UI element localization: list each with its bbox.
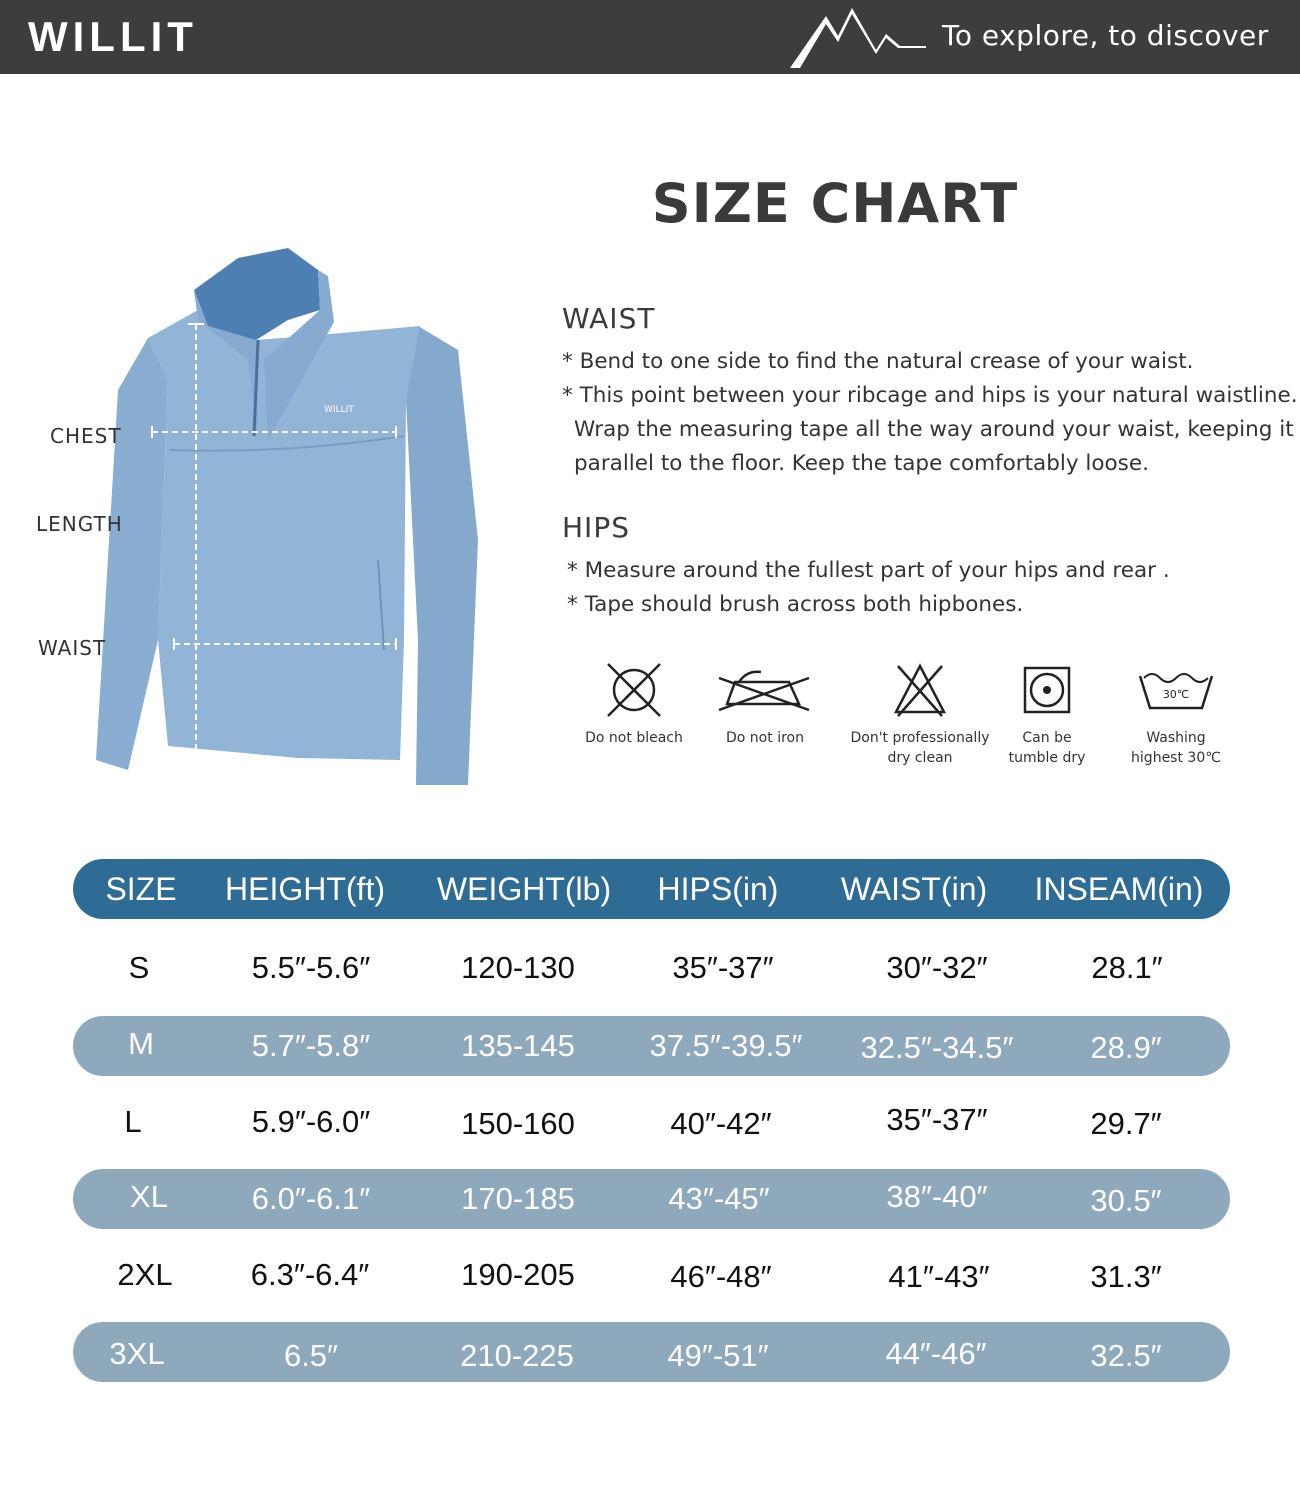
care-item [559, 660, 709, 748]
table-row [73, 1092, 1230, 1152]
waist-line-2: * This point between your ribcage and hips is your natural waistline. [562, 383, 1298, 408]
table-cell: 37.5″-39.5″ [649, 1028, 803, 1063]
table-cell: 43″-45″ [668, 1181, 770, 1216]
table-cell: XL [130, 1179, 168, 1214]
table-cell: 6.5″ [283, 1338, 339, 1373]
table-header-cell: SIZE [105, 871, 177, 907]
table-cell: 6.0″-6.1″ [251, 1181, 371, 1216]
waist-line-4: parallel to the floor. Keep the tape comfortably loose. [574, 451, 1149, 476]
wash-temperature: 30℃ [1162, 688, 1190, 701]
waist-heading: WAIST [562, 302, 656, 335]
mountain-icon [786, 4, 932, 70]
top-bar [0, 0, 1300, 74]
care-caption-2: highest 30℃ [1131, 750, 1221, 766]
table-cell: 120-130 [461, 950, 575, 985]
table-cell: 6.3″-6.4″ [250, 1257, 370, 1292]
table-row [73, 1322, 1230, 1382]
table-cell: 30″-32″ [886, 950, 988, 985]
table-cell: 135-145 [461, 1028, 575, 1063]
brand-logo: WILLIT [28, 13, 198, 60]
table-cell: 49″-51″ [667, 1338, 769, 1373]
table-row [73, 1016, 1230, 1076]
waist-line-3: Wrap the measuring tape all the way around your waist, keeping it [574, 417, 1294, 442]
table-row [73, 938, 1230, 998]
table-cell: 5.7″-5.8″ [251, 1028, 371, 1063]
page-title: SIZE CHART [651, 172, 1019, 235]
table-cell: 3XL [109, 1336, 165, 1371]
care-caption-2: tumble dry [1008, 750, 1086, 766]
care-caption: Can be [1022, 730, 1072, 746]
hips-heading: HIPS [562, 511, 630, 544]
table-header-row [73, 859, 1230, 919]
tagline: To explore, to discover [942, 19, 1269, 52]
table-cell: 2XL [117, 1257, 173, 1292]
do-not-iron-icon [717, 660, 813, 720]
care-caption-2: dry clean [887, 750, 953, 766]
table-cell: 28.9″ [1090, 1030, 1162, 1065]
care-item [972, 660, 1122, 768]
hips-line-1: * Measure around the fullest part of your hips and rear . [567, 558, 1170, 583]
svg-text:WILLIT: WILLIT [324, 405, 354, 415]
table-cell: 40″-42″ [670, 1106, 772, 1141]
care-caption: Do not iron [726, 730, 804, 746]
table-cell: 30.5″ [1090, 1183, 1162, 1218]
table-header-cell: HEIGHT(ft) [225, 871, 385, 907]
table-header-cell: WAIST(in) [840, 871, 988, 907]
table-cell: 28.1″ [1091, 950, 1163, 985]
do-not-bleach-icon [604, 660, 664, 720]
tumble-dry-icon [1017, 660, 1077, 720]
care-item [690, 660, 840, 748]
table-header-cell: INSEAM(in) [1034, 871, 1204, 907]
length-label: LENGTH [36, 512, 123, 536]
table-cell: 150-160 [461, 1106, 575, 1141]
table-cell: 41″-43″ [888, 1259, 990, 1294]
waist-label: WAIST [38, 636, 107, 660]
table-cell: 44″-46″ [885, 1336, 987, 1371]
table-cell: 29.7″ [1090, 1106, 1162, 1141]
care-caption: Washing [1146, 730, 1206, 746]
table-row [73, 1169, 1230, 1229]
table-cell: 5.5″-5.6″ [251, 950, 371, 985]
table-cell: 35″-37″ [886, 1102, 988, 1137]
care-item [1101, 660, 1251, 768]
waist-line-1: * Bend to one side to find the natural crease of your waist. [562, 349, 1194, 374]
care-caption: Do not bleach [585, 730, 683, 746]
table-cell: 31.3″ [1090, 1259, 1162, 1294]
table-cell: S [128, 950, 150, 985]
table-cell: 32.5″ [1090, 1338, 1162, 1373]
table-row [73, 1245, 1230, 1305]
jacket-illustration [88, 240, 488, 790]
table-cell: 35″-37″ [672, 950, 774, 985]
table-cell: 190-205 [461, 1257, 575, 1292]
table-cell: 5.9″-6.0″ [251, 1104, 371, 1139]
table-cell: M [128, 1026, 154, 1061]
table-cell: 38″-40″ [886, 1179, 988, 1214]
do-not-dry-clean-icon [890, 660, 950, 720]
table-header-cell: WEIGHT(lb) [436, 871, 612, 907]
care-caption: Don't professionally [850, 730, 990, 746]
table-cell: 210-225 [460, 1338, 574, 1373]
table-cell: L [124, 1104, 142, 1139]
chest-label: CHEST [50, 424, 122, 448]
table-cell: 170-185 [461, 1181, 575, 1216]
wash-30-icon [1136, 660, 1216, 720]
table-cell: 32.5″-34.5″ [860, 1030, 1014, 1065]
table-header-cell: HIPS(in) [657, 871, 779, 907]
table-cell: 46″-48″ [670, 1259, 772, 1294]
hips-line-2: * Tape should brush across both hipbones. [567, 592, 1024, 617]
